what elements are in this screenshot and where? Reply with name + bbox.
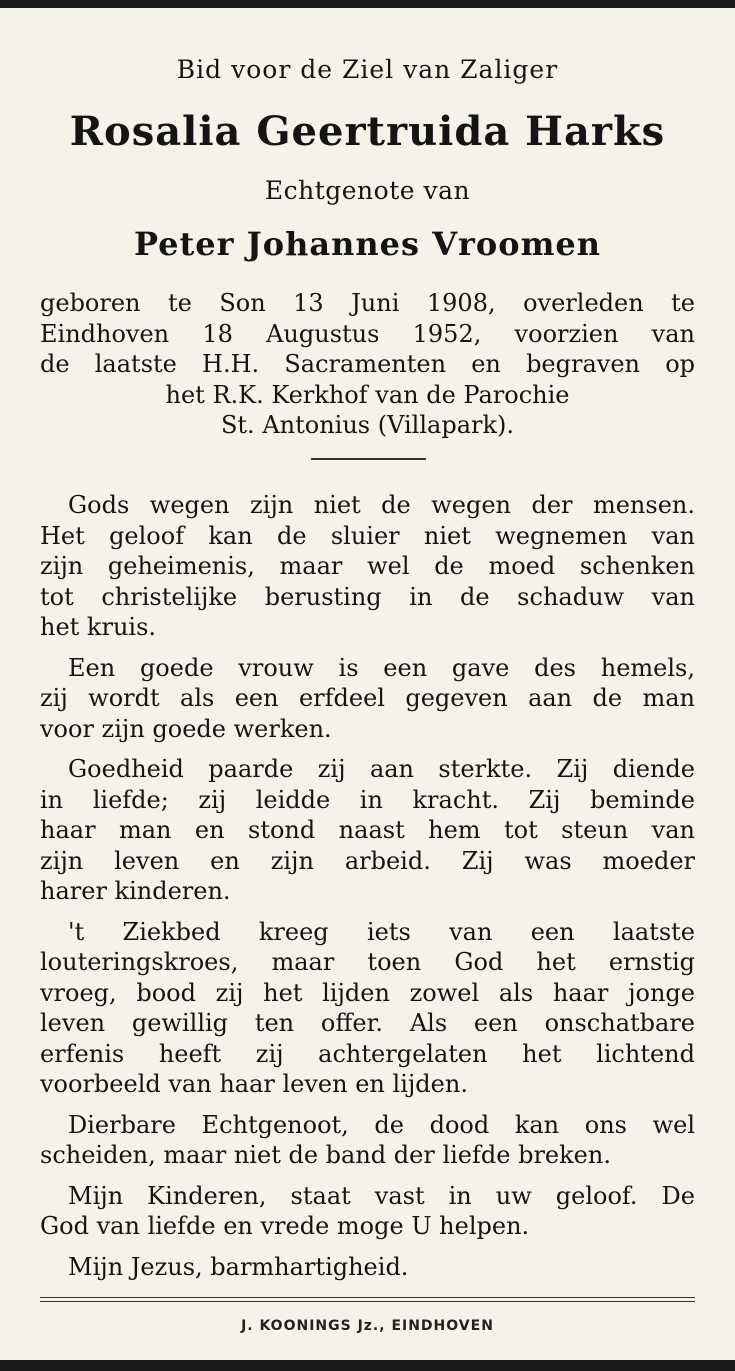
paragraph — [40, 754, 695, 907]
paragraph — [40, 1252, 695, 1283]
text-line: tot christelijke berusting in de schaduw van — [40, 582, 695, 611]
text-line: God van liefde en vrede moge U helpen. — [40, 1212, 530, 1240]
bio-line: het R.K. Kerkhof van de Parochie — [165, 380, 570, 409]
text-line: 't Ziekbed kreeg iets van een laatste — [68, 917, 695, 946]
text-line: vroeg, bood zij het lijden zowel als haar jonge — [40, 978, 695, 1007]
divider — [311, 458, 426, 460]
text-line: leven gewillig ten offer. Als een onschatbare — [40, 1009, 695, 1037]
biography — [40, 288, 695, 441]
text-line: Gods wegen zijn niet de wegen der mensen. — [68, 491, 695, 519]
top-border — [0, 0, 735, 8]
bio-line: St. Antonius (Villapark). — [220, 411, 515, 439]
paragraph — [40, 1181, 695, 1242]
text-line: voorbeeld van haar leven en lijden. — [40, 1070, 468, 1098]
bio-line: geboren te Son 13 Juni 1908, overleden te — [40, 289, 695, 317]
text-line: zijn geheimenis, maar wel de moed schenken — [40, 552, 695, 580]
text-line: zij wordt als een erfdeel gegeven aan de man — [40, 684, 695, 712]
text-line: zijn leven en zijn arbeid. Zij was moeder — [40, 846, 695, 875]
prayer-text — [40, 490, 695, 1292]
footer-divider — [40, 1297, 695, 1302]
paragraph — [40, 490, 695, 643]
spouse-intro: Echtgenote van — [264, 176, 471, 205]
prayer-heading: Bid voor de Ziel van Zaliger — [176, 55, 559, 84]
printer-credit: J. KOONINGS Jz., EINDHOVEN — [241, 1318, 494, 1334]
text-line: louteringskroes, maar toen God het ernstig — [40, 948, 695, 976]
spouse-name: Peter Johannes Vroomen — [133, 225, 602, 263]
text-line: erfenis heeft zij achtergelaten het lichtend — [40, 1039, 695, 1068]
text-line: Goedheid paarde zij aan sterkte. Zij diende — [68, 755, 695, 783]
text-line: het kruis. — [40, 613, 157, 641]
text-line: Mijn Kinderen, staat vast in uw geloof. De — [68, 1181, 695, 1210]
paragraph — [40, 917, 695, 1100]
text-line: Het geloof kan de sluier niet wegnemen van — [40, 521, 695, 550]
text-line: Dierbare Echtgenoot, de dood kan ons wel — [68, 1110, 695, 1139]
text-line: scheiden, maar niet de band der liefde breken. — [40, 1141, 611, 1169]
paragraph — [40, 653, 695, 745]
bottom-border — [0, 1360, 735, 1371]
memorial-card — [0, 8, 735, 1360]
text-line: haar man en stond naast hem tot steun van — [40, 816, 695, 844]
bio-line: Eindhoven 18 Augustus 1952, voorzien van — [40, 319, 695, 348]
text-line: in liefde; zij leidde in kracht. Zij beminde — [40, 785, 695, 814]
paragraph — [40, 1110, 695, 1171]
text-line: Een goede vrouw is een gave des hemels, — [68, 653, 695, 682]
bio-line: de laatste H.H. Sacramenten en begraven op — [40, 350, 695, 378]
text-line: Mijn Jezus, barmhartigheid. — [68, 1252, 409, 1281]
deceased-name: Rosalia Geertruida Harks — [69, 108, 666, 155]
text-line: harer kinderen. — [40, 877, 231, 905]
text-line: voor zijn goede werken. — [40, 714, 332, 743]
